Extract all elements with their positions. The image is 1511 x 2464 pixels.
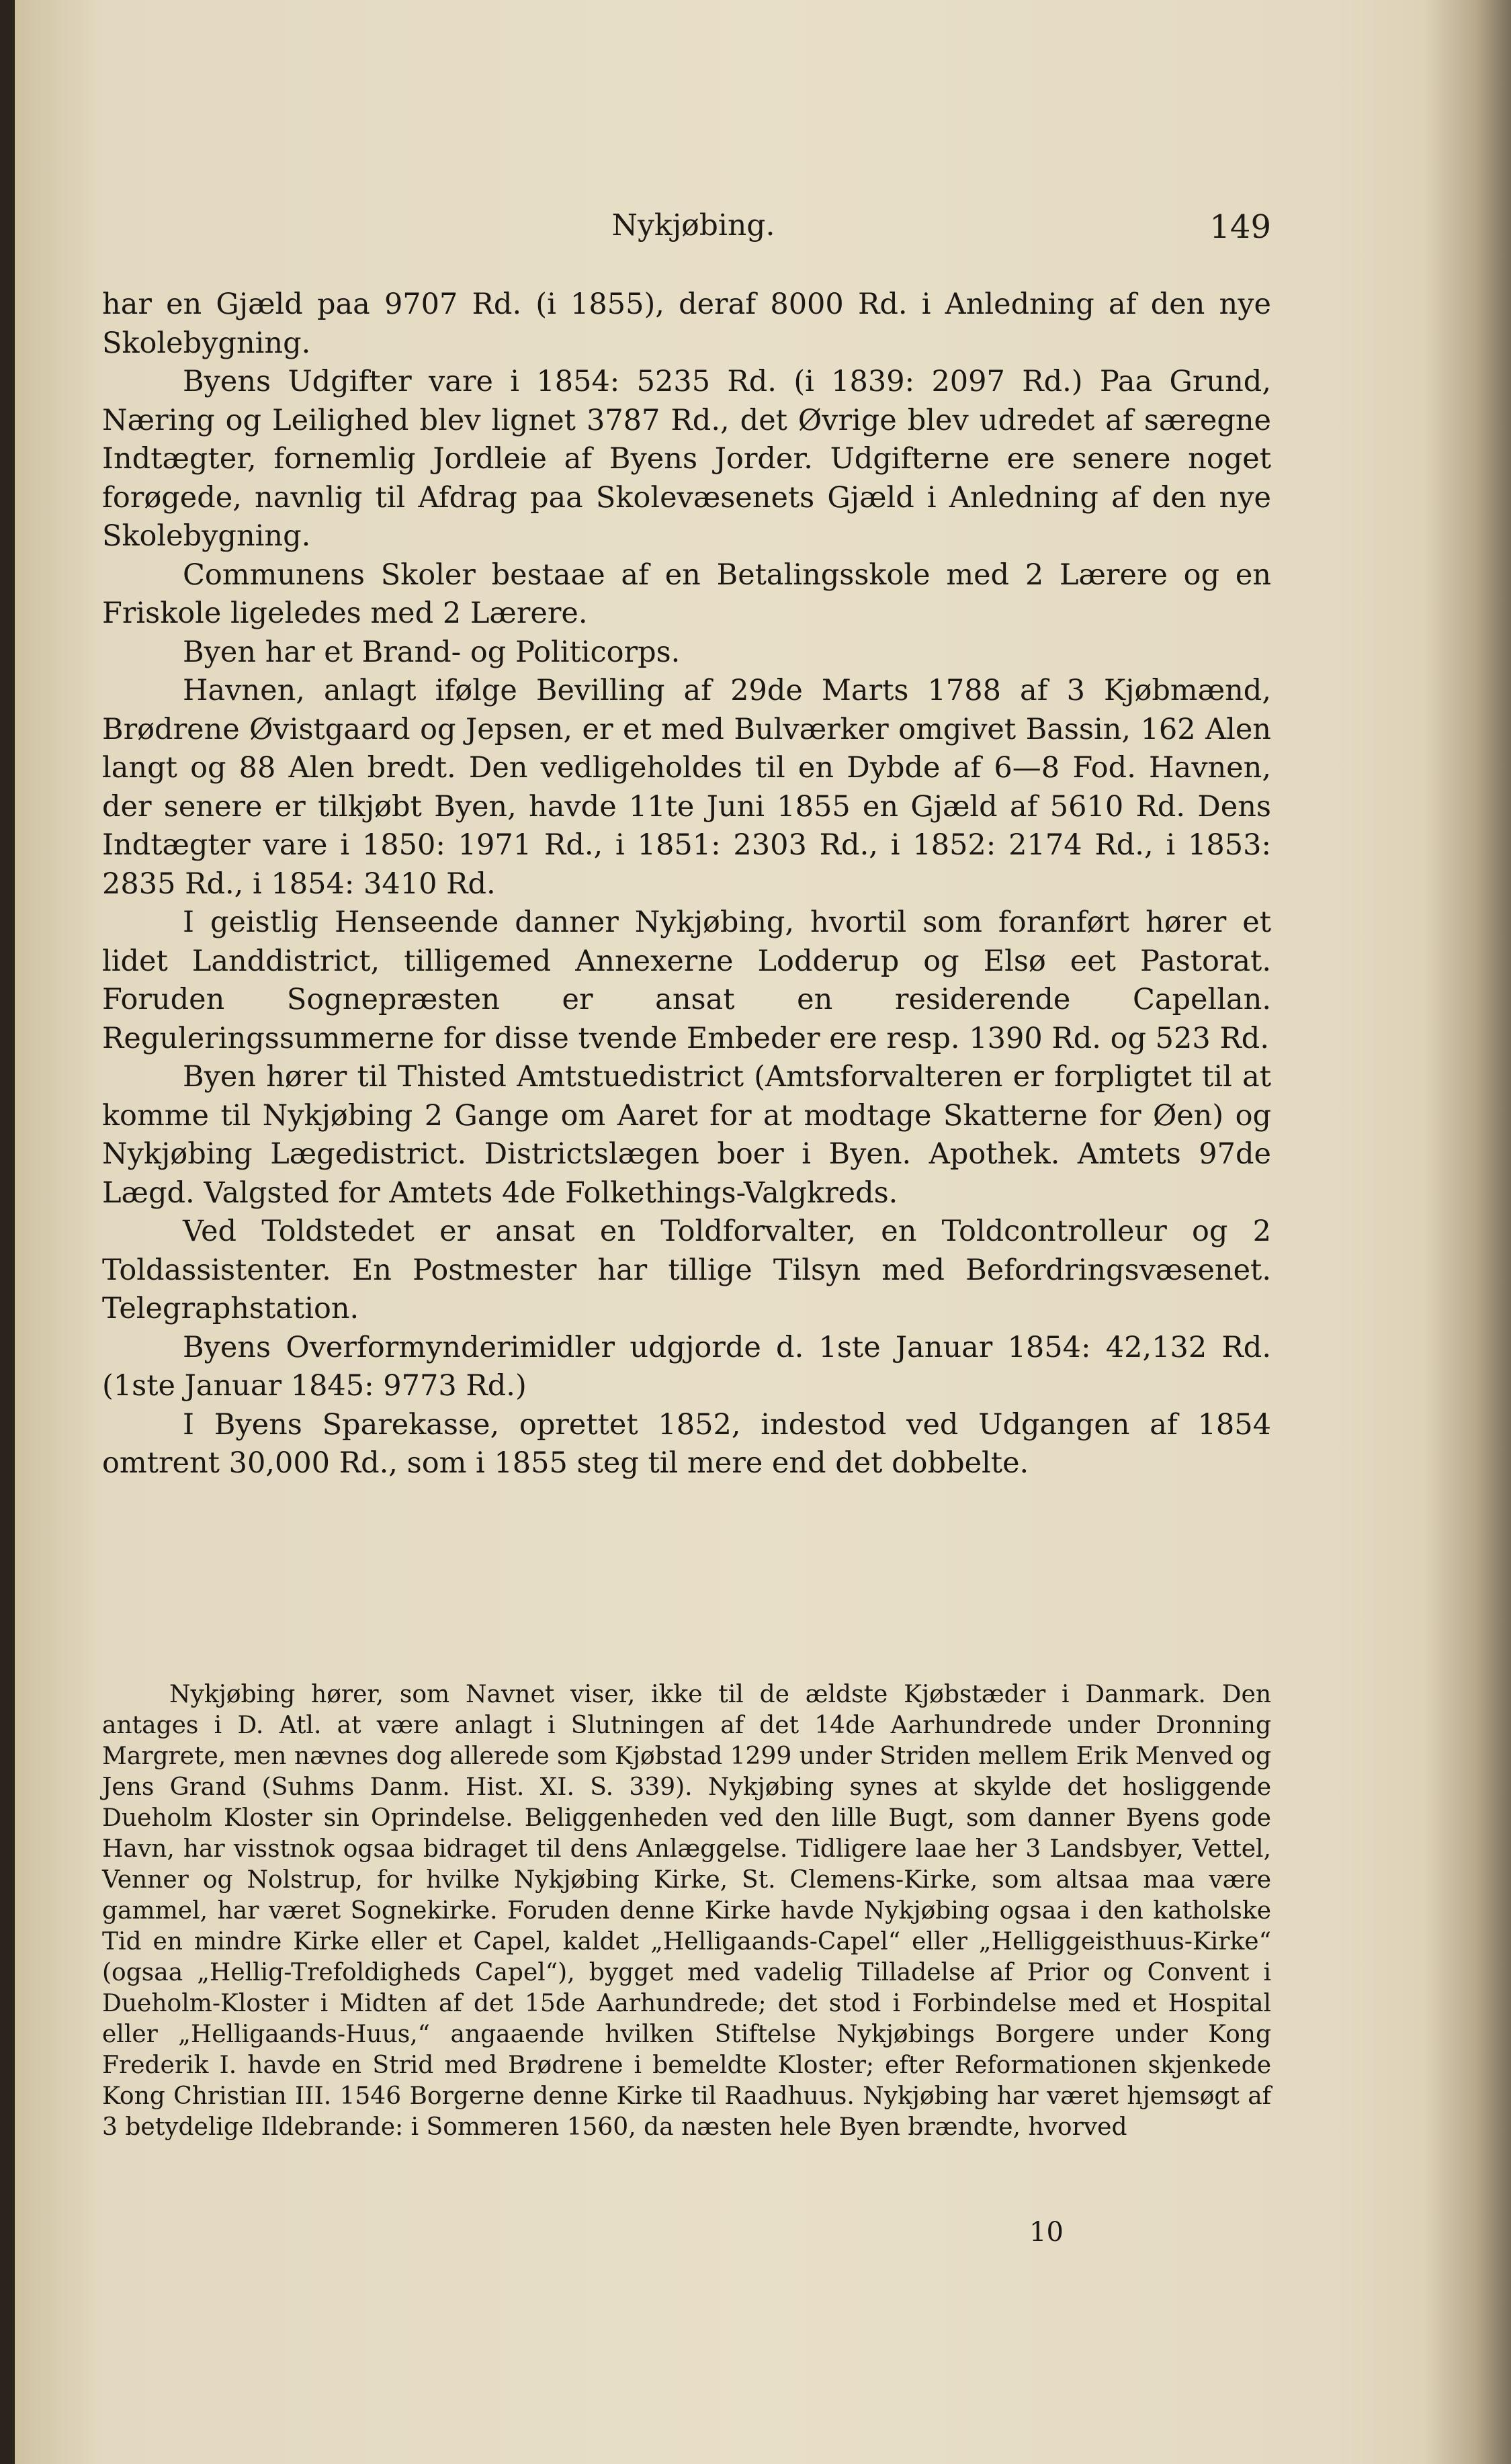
book-page — [15, 0, 1511, 2464]
paragraph-expenses: Byens Udgifter vare i 1854: 5235 Rd. (i 1839: 2097 Rd.) Paa Grund, Næring og Leilighed blev lignet 3787 Rd., det Øvrige blev udredet af særegne Indtægter, fornemlig Jordleie af Byens Jorder. Udgifterne ere senere noget forøgede, navnlig til Afdrag paa Skolevæsenets Gjæld i Anledning af den nye Skolebygning. — [102, 365, 1271, 553]
paragraph-district: Byen hører til Thisted Amtstuedistrict (Amtsforvalteren er forpligtet til at komme til Nykjøbing 2 Gange om Aaret for at modtage Skatterne for Øen) og Nykjøbing Lægedistrict. Districtslægen boer i Byen. Apothek. Amtets 97de Lægd. Valgsted for Amtets 4de Folkethings-Valgkreds. — [102, 1060, 1271, 1210]
running-title: Nykjøbing. — [611, 208, 775, 243]
paragraph-parish: I geistlig Henseende danner Nykjøbing, hvortil som foranført hører et lidet Landdistrict, tilligemed Annexerne Lodderup og Elsø eet Pastorat. Foruden Sognepræsten er ansat en residerende Capellan. Reguleringssummerne for disse tvende Embeder ere resp. 1390 Rd. og 523 Rd. — [102, 906, 1271, 1055]
main-text — [102, 285, 1271, 1483]
page-header — [116, 195, 1271, 249]
paragraph-customs: Ved Toldstedet er ansat en Toldforvalter, en Toldcontrolleur og 2 Toldassistenter. En Postmester har tillige Tilsyn med Befordringsvæsenet. Telegraphstation. — [102, 1215, 1271, 1325]
paragraph-fire-police: Byen har et Brand- og Politicorps. — [183, 635, 681, 669]
page-gutter-shadow — [1424, 0, 1511, 2464]
signature-mark: 10 — [1029, 2217, 1064, 2248]
paragraph-schools: Communens Skoler bestaae af en Betalingsskole med 2 Lærere og en Friskole ligeledes med 2 Lærere. — [102, 558, 1271, 630]
footnote-text: Nykjøbing hører, som Navnet viser, ikke til de ældste Kjøbstæder i Danmark. Den antages i D. Atl. at være anlagt i Slutningen af det 14de Aarhundrede under Dronning Margrete, men nævnes dog allerede som Kjøbstad 1299 under Striden mellem Erik Menved og Jens Grand (Suhms Danm. Hist. XI. S. 339). Nykjøbing synes at skylde det hosliggende Dueholm Kloster sin Oprindelse. Beliggenheden ved den lille Bugt, som danner Byens gode Havn, har visstnok ogsaa bidraget til dens Anlæggelse. Tidligere laae her 3 Landsbyer, Vettel, Venner og Nolstrup, for hvilke Nykjøbing Kirke, St. Clemens-Kirke, som altsaa maa være gammel, har været Sognekirke. Foruden denne Kirke havde Nykjøbing ogsaa i den katholske Tid en mindre Kirke eller et Capel, kaldet „Helligaands-Capel“ eller „Helliggeisthuus-Kirke“ (ogsaa „Hellig-Trefoldigheds Capel“), bygget med vadelig Tilladelse af Prior og Convent i Dueholm-Kloster i Midten af det 15de Aarhundrede; det stod i Forbindelse med et Hospital eller „Helligaands-Huus,“ angaaende hvilken Stiftelse Nykjøbings Borgere under Kong Frederik I. havde en Strid med Brødrene i bemeldte Kloster; efter Reformationen skjenkede Kong Christian III. 1546 Borgerne denne Kirke til Raadhuus. Nykjøbing har været hjemsøgt af 3 betydelige Ildebrande: i Sommeren 1560, da næsten hele Byen brændte, hvorved — [102, 1681, 1271, 2141]
paragraph-guardianship: Byens Overformynderimidler udgjorde d. 1ste Januar 1854: 42,132 Rd. (1ste Januar 1845: 9773 Rd.) — [102, 1330, 1271, 1403]
footnote-block — [102, 1679, 1271, 2143]
page-number: 149 — [1209, 208, 1271, 246]
paragraph-savings-bank: I Byens Sparekasse, oprettet 1852, indestod ved Udgangen af 1854 omtrent 30,000 Rd., som i 1855 steg til mere end det dobbelte. — [102, 1407, 1271, 1480]
paragraph-harbour: Havnen, anlagt ifølge Bevilling af 29de Marts 1788 af 3 Kjøbmænd, Brødrene Øvistgaard og Jepsen, er et med Bulværker omgivet Bassin, 162 Alen langt og 88 Alen bredt. Den vedligeholdes til en Dybde af 6—8 Fod. Havnen, der senere er tilkjøbt Byen, havde 11te Juni 1855 en Gjæld af 5610 Rd. Dens Indtægter vare i 1850: 1971 Rd., i 1851: 2303 Rd., i 1852: 2174 Rd., i 1853: 2835 Rd., i 1854: 3410 Rd. — [102, 674, 1271, 901]
paragraph-debt: har en Gjæld paa 9707 Rd. (i 1855), deraf 8000 Rd. i Anledning af den nye Skolebygning. — [102, 288, 1271, 360]
